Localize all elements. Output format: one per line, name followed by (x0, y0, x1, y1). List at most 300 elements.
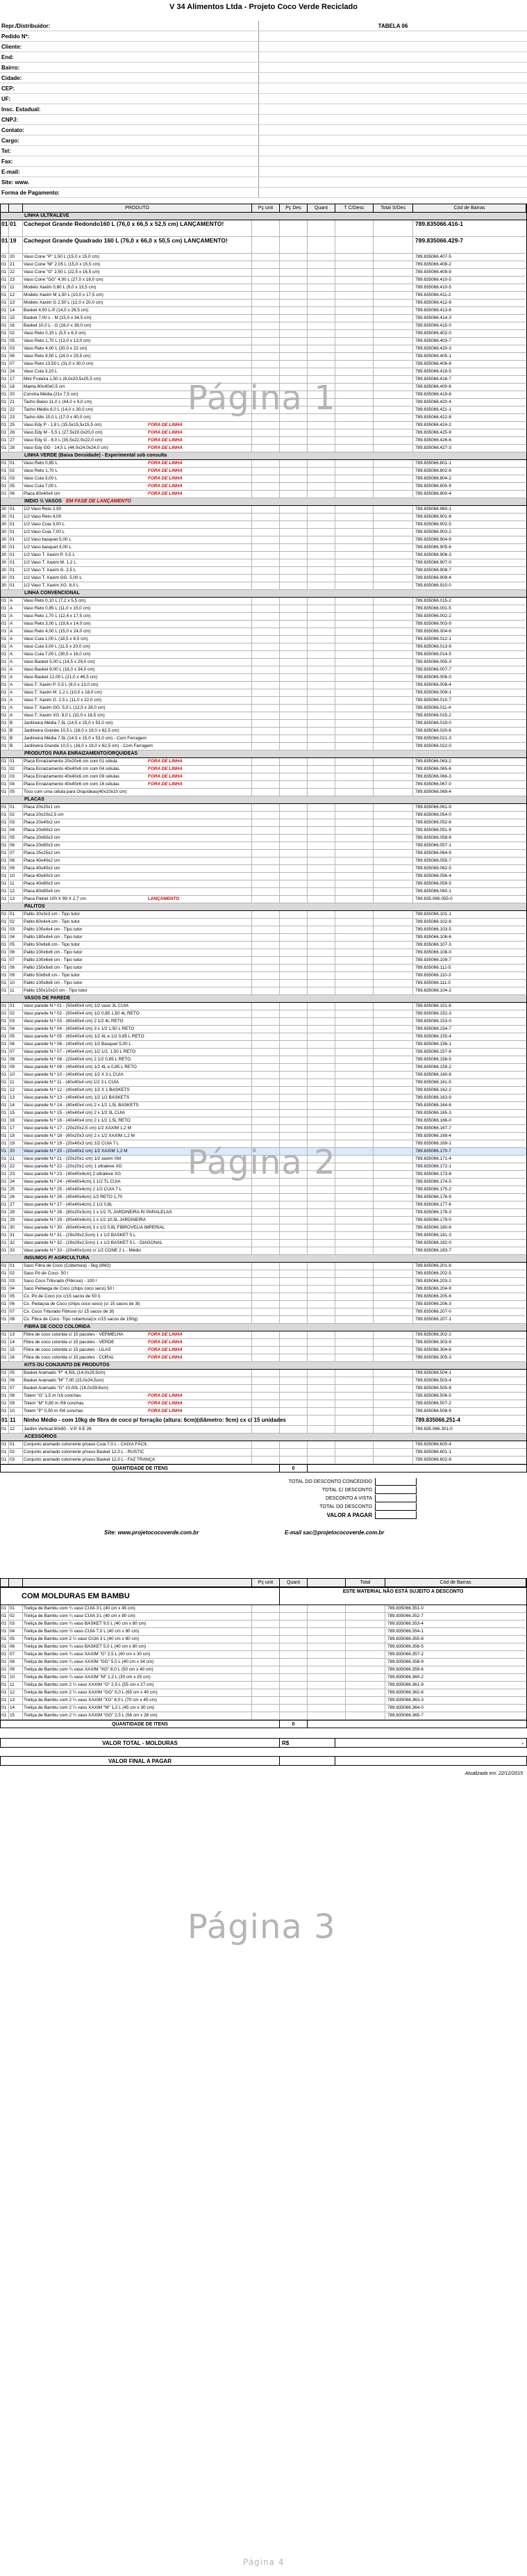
discount-price-cell[interactable] (280, 865, 308, 872)
quantity-input[interactable] (308, 789, 335, 796)
unit-price-cell[interactable] (252, 1263, 280, 1270)
discount-price-cell[interactable] (280, 422, 308, 429)
discount-price-cell[interactable] (280, 483, 308, 490)
quantity-input[interactable] (308, 1010, 335, 1017)
quantity-input[interactable] (280, 1682, 308, 1689)
quantity-input[interactable] (308, 888, 335, 895)
unit-price-cell[interactable] (252, 1674, 280, 1681)
discount-price-cell[interactable] (280, 514, 308, 520)
unit-price-cell[interactable] (252, 254, 280, 261)
header-field-input[interactable] (258, 42, 527, 51)
quantity-input[interactable] (308, 254, 335, 261)
quantity-input[interactable] (308, 1263, 335, 1270)
quantity-input[interactable] (308, 506, 335, 513)
header-field-input[interactable] (258, 52, 527, 62)
discount-price-cell[interactable] (280, 789, 308, 796)
quantity-input[interactable] (308, 353, 335, 360)
quantity-input[interactable] (308, 842, 335, 849)
quantity-input[interactable] (280, 1621, 308, 1627)
unit-price-cell[interactable] (252, 1605, 280, 1612)
unit-price-cell[interactable] (252, 880, 280, 887)
quantity-input[interactable] (308, 307, 335, 314)
discount-price-cell[interactable] (280, 1117, 308, 1124)
discount-price-cell[interactable] (280, 300, 308, 306)
quantity-input[interactable] (308, 896, 335, 903)
unit-price-cell[interactable] (252, 613, 280, 620)
discount-price-cell[interactable] (280, 598, 308, 605)
unit-price-cell[interactable] (252, 521, 280, 528)
discount-price-cell[interactable] (280, 1347, 308, 1354)
unit-price-cell[interactable] (252, 1094, 280, 1101)
quantity-input[interactable] (308, 651, 335, 658)
discount-price-cell[interactable] (280, 651, 308, 658)
quantity-input[interactable] (308, 858, 335, 864)
discount-price-cell[interactable] (280, 697, 308, 704)
discount-price-cell[interactable] (280, 407, 308, 413)
quantity-input[interactable] (308, 1171, 335, 1178)
unit-price-cell[interactable] (252, 1247, 280, 1254)
unit-price-cell[interactable] (252, 315, 280, 322)
quantity-input[interactable] (308, 980, 335, 987)
discount-price-cell[interactable] (280, 812, 308, 819)
unit-price-cell[interactable] (252, 682, 280, 689)
unit-price-cell[interactable] (252, 1041, 280, 1048)
unit-price-cell[interactable] (252, 1408, 280, 1415)
discount-price-cell[interactable] (280, 1049, 308, 1056)
unit-price-cell[interactable] (252, 1209, 280, 1216)
discount-price-cell[interactable] (280, 345, 308, 352)
unit-price-cell[interactable] (252, 468, 280, 475)
discount-price-cell[interactable] (280, 1072, 308, 1078)
unit-price-cell[interactable] (252, 605, 280, 612)
discount-price-cell[interactable] (280, 1232, 308, 1239)
quantity-input[interactable] (308, 949, 335, 956)
discount-price-cell[interactable] (280, 1457, 308, 1463)
quantity-input[interactable] (280, 1666, 308, 1673)
discount-price-cell[interactable] (280, 1224, 308, 1231)
discount-price-cell[interactable] (280, 261, 308, 268)
discount-price-cell[interactable] (280, 582, 308, 589)
unit-price-cell[interactable] (252, 758, 280, 765)
header-field-input[interactable] (258, 94, 527, 104)
unit-price-cell[interactable] (252, 1102, 280, 1109)
unit-price-cell[interactable] (252, 1316, 280, 1323)
quantity-input[interactable] (308, 850, 335, 857)
unit-price-cell[interactable] (252, 552, 280, 559)
discount-price-cell[interactable] (280, 605, 308, 612)
discount-price-cell[interactable] (280, 460, 308, 467)
unit-price-cell[interactable] (252, 743, 280, 750)
discount-price-cell[interactable] (280, 728, 308, 735)
quantity-input[interactable] (308, 743, 335, 750)
unit-price-cell[interactable] (252, 1140, 280, 1147)
unit-price-cell[interactable] (252, 445, 280, 452)
quantity-input[interactable] (308, 1133, 335, 1140)
unit-price-cell[interactable] (252, 1354, 280, 1361)
quantity-input[interactable] (308, 1426, 335, 1433)
discount-price-cell[interactable] (280, 468, 308, 475)
quantity-input[interactable] (308, 636, 335, 643)
unit-price-cell[interactable] (252, 269, 280, 276)
unit-price-cell[interactable] (252, 422, 280, 429)
discount-price-cell[interactable] (280, 1010, 308, 1017)
discount-price-cell[interactable] (280, 292, 308, 299)
quantity-input[interactable] (308, 1278, 335, 1285)
quantity-input[interactable] (308, 926, 335, 933)
discount-price-cell[interactable] (280, 911, 308, 918)
unit-price-cell[interactable] (252, 712, 280, 719)
quantity-input[interactable] (308, 758, 335, 765)
discount-price-cell[interactable] (280, 1400, 308, 1407)
quantity-input[interactable] (308, 621, 335, 627)
quantity-input[interactable] (308, 1026, 335, 1033)
quantity-input[interactable] (308, 1457, 335, 1463)
quantity-input[interactable] (308, 1003, 335, 1010)
quantity-input[interactable] (308, 766, 335, 773)
quantity-input[interactable] (308, 261, 335, 268)
quantity-input[interactable] (308, 965, 335, 971)
discount-price-cell[interactable] (280, 1331, 308, 1338)
quantity-input[interactable] (308, 987, 335, 994)
unit-price-cell[interactable] (252, 689, 280, 696)
discount-price-cell[interactable] (280, 254, 308, 261)
quantity-input[interactable] (308, 1316, 335, 1323)
discount-price-cell[interactable] (280, 269, 308, 276)
discount-price-cell[interactable] (280, 322, 308, 329)
discount-price-cell[interactable] (280, 758, 308, 765)
discount-price-cell[interactable] (280, 720, 308, 727)
unit-price-cell[interactable] (252, 598, 280, 605)
unit-price-cell[interactable] (252, 1682, 280, 1689)
quantity-input[interactable] (308, 1354, 335, 1361)
discount-price-cell[interactable] (280, 636, 308, 643)
unit-price-cell[interactable] (252, 1033, 280, 1040)
discount-price-cell[interactable] (280, 1408, 308, 1415)
unit-price-cell[interactable] (252, 1156, 280, 1163)
discount-price-cell[interactable] (280, 559, 308, 566)
unit-price-cell[interactable] (252, 1628, 280, 1635)
quantity-input[interactable] (308, 1224, 335, 1231)
header-field-input[interactable] (258, 73, 527, 83)
discount-price-cell[interactable] (280, 1385, 308, 1392)
unit-price-cell[interactable] (252, 643, 280, 650)
unit-price-cell[interactable] (252, 781, 280, 788)
discount-price-cell[interactable] (280, 819, 308, 826)
discount-price-cell[interactable] (280, 1148, 308, 1155)
quantity-input[interactable] (308, 1293, 335, 1300)
quantity-input[interactable] (308, 376, 335, 383)
discount-price-cell[interactable] (280, 628, 308, 635)
unit-price-cell[interactable] (252, 1018, 280, 1025)
unit-price-cell[interactable] (252, 1224, 280, 1231)
discount-price-cell[interactable] (280, 414, 308, 421)
unit-price-cell[interactable] (252, 361, 280, 368)
discount-price-cell[interactable] (280, 1079, 308, 1086)
quantity-input[interactable] (308, 529, 335, 536)
discount-price-cell[interactable] (280, 1270, 308, 1277)
quantity-input[interactable] (308, 1102, 335, 1109)
discount-price-cell[interactable] (280, 353, 308, 360)
discount-price-cell[interactable] (280, 773, 308, 780)
discount-price-cell[interactable] (280, 575, 308, 582)
quantity-input[interactable] (280, 1697, 308, 1704)
quantity-input[interactable] (308, 345, 335, 352)
quantity-input[interactable] (308, 865, 335, 872)
unit-price-cell[interactable] (252, 1010, 280, 1017)
unit-price-cell[interactable] (252, 1385, 280, 1392)
discount-price-cell[interactable] (280, 544, 308, 551)
header-field-input[interactable]: TABELA 06 (258, 21, 527, 31)
unit-price-cell[interactable] (252, 636, 280, 643)
unit-price-cell[interactable] (252, 429, 280, 436)
discount-price-cell[interactable] (280, 858, 308, 864)
quantity-input[interactable] (308, 429, 335, 436)
unit-price-cell[interactable] (252, 338, 280, 345)
discount-price-cell[interactable] (280, 1156, 308, 1163)
quantity-input[interactable] (308, 1072, 335, 1078)
unit-price-cell[interactable] (252, 1441, 280, 1448)
unit-price-cell[interactable] (252, 353, 280, 360)
quantity-input[interactable] (308, 460, 335, 467)
quantity-input[interactable] (308, 1370, 335, 1377)
quantity-input[interactable] (308, 1186, 335, 1193)
quantity-input[interactable] (308, 1049, 335, 1056)
discount-price-cell[interactable] (280, 1247, 308, 1254)
unit-price-cell[interactable] (252, 621, 280, 627)
unit-price-cell[interactable] (252, 1217, 280, 1224)
quantity-input[interactable] (308, 514, 335, 520)
unit-price-cell[interactable] (252, 559, 280, 566)
header-field-input[interactable] (258, 156, 527, 166)
unit-price-cell[interactable] (252, 1110, 280, 1117)
unit-price-cell[interactable] (252, 942, 280, 949)
unit-price-cell[interactable] (252, 972, 280, 979)
discount-price-cell[interactable] (280, 1163, 308, 1170)
unit-price-cell[interactable] (252, 1643, 280, 1650)
quantity-input[interactable] (308, 536, 335, 543)
unit-price-cell[interactable] (252, 1347, 280, 1354)
discount-price-cell[interactable] (280, 1179, 308, 1186)
quantity-input[interactable] (308, 1247, 335, 1254)
quantity-input[interactable] (308, 674, 335, 681)
unit-price-cell[interactable] (252, 888, 280, 895)
discount-price-cell[interactable] (280, 1041, 308, 1048)
header-field-input[interactable] (258, 125, 527, 135)
unit-price-cell[interactable] (252, 1125, 280, 1132)
unit-price-cell[interactable] (252, 865, 280, 872)
unit-price-cell[interactable] (252, 220, 280, 236)
discount-price-cell[interactable] (280, 888, 308, 895)
unit-price-cell[interactable] (252, 1064, 280, 1071)
quantity-input[interactable] (308, 567, 335, 574)
quantity-input[interactable] (308, 1209, 335, 1216)
unit-price-cell[interactable] (252, 957, 280, 964)
discount-price-cell[interactable] (280, 957, 308, 964)
discount-price-cell[interactable] (280, 1263, 308, 1270)
quantity-input[interactable] (308, 911, 335, 918)
unit-price-cell[interactable] (252, 491, 280, 498)
unit-price-cell[interactable] (252, 766, 280, 773)
discount-price-cell[interactable] (280, 391, 308, 398)
discount-price-cell[interactable] (280, 980, 308, 987)
quantity-input[interactable] (308, 384, 335, 391)
unit-price-cell[interactable] (252, 1426, 280, 1433)
unit-price-cell[interactable] (252, 651, 280, 658)
unit-price-cell[interactable] (252, 384, 280, 391)
unit-price-cell[interactable] (252, 1293, 280, 1300)
discount-price-cell[interactable] (280, 1110, 308, 1117)
unit-price-cell[interactable] (252, 1659, 280, 1666)
quantity-input[interactable] (308, 1041, 335, 1048)
unit-price-cell[interactable] (252, 1133, 280, 1140)
header-field-input[interactable] (258, 31, 527, 41)
discount-price-cell[interactable] (280, 1133, 308, 1140)
discount-price-cell[interactable] (280, 277, 308, 284)
quantity-input[interactable] (308, 1441, 335, 1448)
unit-price-cell[interactable] (252, 1705, 280, 1712)
quantity-input[interactable] (280, 1613, 308, 1620)
quantity-input[interactable] (308, 1110, 335, 1117)
quantity-input[interactable] (308, 468, 335, 475)
header-field-input[interactable] (258, 136, 527, 145)
quantity-input[interactable] (308, 819, 335, 826)
unit-price-cell[interactable] (252, 934, 280, 941)
unit-price-cell[interactable] (252, 368, 280, 375)
quantity-input[interactable] (308, 1393, 335, 1400)
discount-price-cell[interactable] (280, 942, 308, 949)
discount-price-cell[interactable] (280, 1026, 308, 1033)
discount-price-cell[interactable] (280, 1441, 308, 1448)
unit-price-cell[interactable] (252, 322, 280, 329)
quantity-input[interactable] (308, 735, 335, 742)
unit-price-cell[interactable] (252, 873, 280, 880)
quantity-input[interactable] (308, 422, 335, 429)
discount-price-cell[interactable] (280, 949, 308, 956)
discount-price-cell[interactable] (280, 552, 308, 559)
quantity-input[interactable] (308, 330, 335, 337)
discount-price-cell[interactable] (280, 873, 308, 880)
unit-price-cell[interactable] (252, 414, 280, 421)
discount-price-cell[interactable] (280, 1064, 308, 1071)
discount-price-cell[interactable] (280, 330, 308, 337)
header-field-input[interactable] (258, 104, 527, 114)
unit-price-cell[interactable] (252, 277, 280, 284)
unit-price-cell[interactable] (252, 789, 280, 796)
quantity-input[interactable] (308, 361, 335, 368)
discount-price-cell[interactable] (280, 376, 308, 383)
discount-price-cell[interactable] (280, 735, 308, 742)
discount-price-cell[interactable] (280, 529, 308, 536)
quantity-input[interactable] (308, 315, 335, 322)
quantity-input[interactable] (308, 934, 335, 941)
quantity-input[interactable] (308, 1125, 335, 1132)
quantity-input[interactable] (308, 521, 335, 528)
unit-price-cell[interactable] (252, 659, 280, 666)
unit-price-cell[interactable] (252, 735, 280, 742)
discount-price-cell[interactable] (280, 659, 308, 666)
quantity-input[interactable] (308, 1408, 335, 1415)
quantity-input[interactable] (308, 277, 335, 284)
quantity-input[interactable] (308, 972, 335, 979)
header-field-input[interactable] (258, 146, 527, 156)
unit-price-cell[interactable] (252, 1072, 280, 1078)
unit-price-cell[interactable] (252, 1301, 280, 1308)
quantity-input[interactable] (308, 1301, 335, 1308)
discount-price-cell[interactable] (280, 621, 308, 627)
quantity-input[interactable] (308, 491, 335, 498)
unit-price-cell[interactable] (252, 842, 280, 849)
discount-price-cell[interactable] (280, 475, 308, 482)
discount-price-cell[interactable] (280, 1056, 308, 1063)
unit-price-cell[interactable] (252, 1201, 280, 1208)
discount-price-cell[interactable] (280, 506, 308, 513)
quantity-input[interactable] (308, 1449, 335, 1456)
quantity-input[interactable] (308, 1331, 335, 1338)
quantity-input[interactable] (280, 1674, 308, 1681)
discount-price-cell[interactable] (280, 880, 308, 887)
discount-price-cell[interactable] (280, 361, 308, 368)
unit-price-cell[interactable] (252, 407, 280, 413)
unit-price-cell[interactable] (252, 1331, 280, 1338)
quantity-input[interactable] (308, 598, 335, 605)
unit-price-cell[interactable] (252, 307, 280, 314)
unit-price-cell[interactable] (252, 575, 280, 582)
quantity-input[interactable] (308, 628, 335, 635)
discount-price-cell[interactable] (280, 705, 308, 712)
unit-price-cell[interactable] (252, 582, 280, 589)
discount-price-cell[interactable] (280, 1194, 308, 1201)
discount-price-cell[interactable] (280, 1171, 308, 1178)
unit-price-cell[interactable] (252, 284, 280, 291)
quantity-input[interactable] (308, 292, 335, 299)
unit-price-cell[interactable] (252, 827, 280, 834)
quantity-input[interactable] (308, 643, 335, 650)
quantity-input[interactable] (280, 1636, 308, 1643)
unit-price-cell[interactable] (252, 1117, 280, 1124)
quantity-input[interactable] (308, 237, 335, 253)
quantity-input[interactable] (308, 1033, 335, 1040)
quantity-input[interactable] (308, 368, 335, 375)
quantity-input[interactable] (308, 269, 335, 276)
quantity-input[interactable] (308, 942, 335, 949)
discount-price-cell[interactable] (280, 1018, 308, 1025)
quantity-input[interactable] (308, 437, 335, 444)
discount-price-cell[interactable] (280, 1301, 308, 1308)
unit-price-cell[interactable] (252, 835, 280, 842)
unit-price-cell[interactable] (252, 674, 280, 681)
quantity-input[interactable] (308, 1385, 335, 1392)
discount-price-cell[interactable] (280, 445, 308, 452)
quantity-input[interactable] (308, 1064, 335, 1071)
quantity-input[interactable] (308, 475, 335, 482)
unit-price-cell[interactable] (252, 1286, 280, 1293)
unit-price-cell[interactable] (252, 376, 280, 383)
unit-price-cell[interactable] (252, 1449, 280, 1456)
unit-price-cell[interactable] (252, 1148, 280, 1155)
unit-price-cell[interactable] (252, 1087, 280, 1094)
quantity-input[interactable] (308, 712, 335, 719)
unit-price-cell[interactable] (252, 1666, 280, 1673)
quantity-input[interactable] (308, 1416, 335, 1425)
unit-price-cell[interactable] (252, 514, 280, 520)
quantity-input[interactable] (308, 544, 335, 551)
discount-price-cell[interactable] (280, 613, 308, 620)
discount-price-cell[interactable] (280, 1308, 308, 1315)
discount-price-cell[interactable] (280, 827, 308, 834)
unit-price-cell[interactable] (252, 773, 280, 780)
quantity-input[interactable] (308, 781, 335, 788)
header-field-input[interactable] (258, 177, 527, 187)
